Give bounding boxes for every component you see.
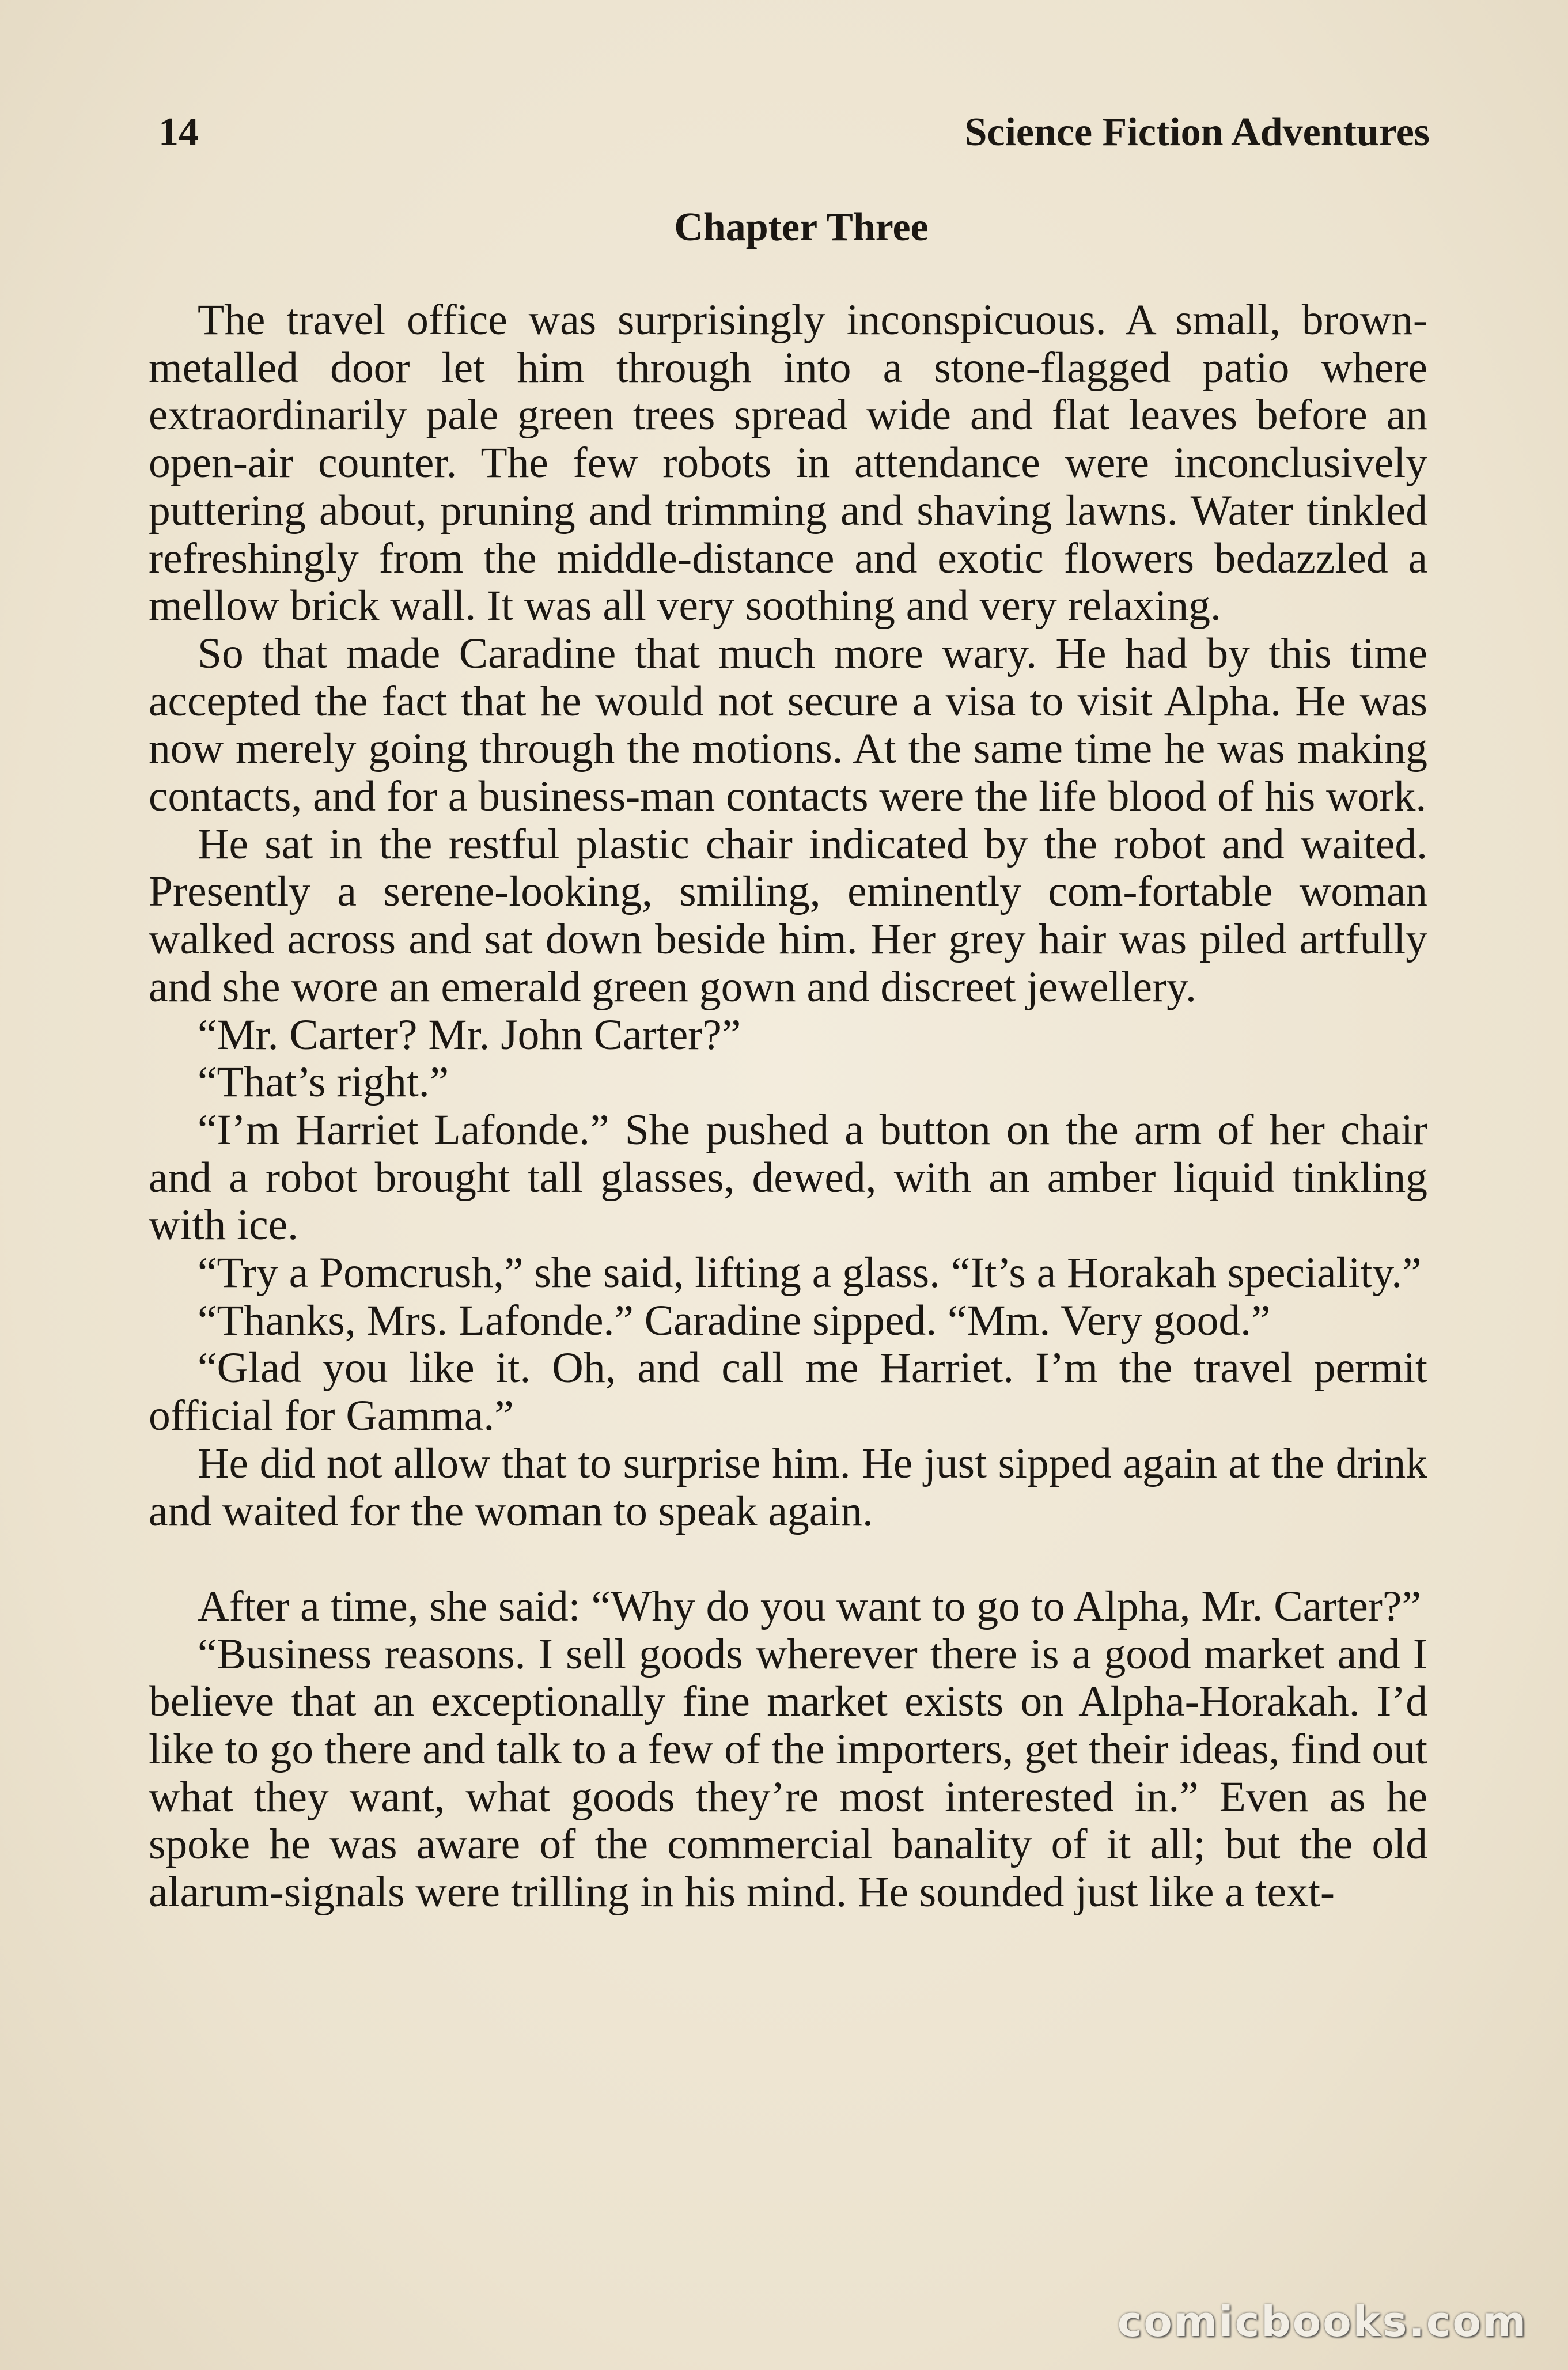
paragraph: He sat in the restful plastic chair indicated by the robot and waited. Presently a serene-looking, smiling, eminently com-fortable woman walked across and sat down beside him. Her grey hair was piled artfully and she wore an emerald green gown and discreet jewellery. xyxy=(149,820,1427,1011)
paragraph: “Glad you like it. Oh, and call me Harriet. I’m the travel permit official for Gamma.” xyxy=(149,1344,1427,1440)
paragraph: The travel office was surprisingly inconspicuous. A small, brown-metalled door let him through into a stone-flagged patio where extraordinarily pale green trees spread wide and flat leaves before an open-air counter. The few robots in attendance were inconclusively puttering about, pruning and trimming and shaving lawns. Water tinkled refreshingly from the middle-distance and exotic flowers bedazzled a mellow brick wall. It was all very soothing and very relaxing. xyxy=(149,296,1427,630)
paragraph: “Try a Pomcrush,” she said, lifting a glass. “It’s a Horakah speciality.” xyxy=(198,1249,1422,1297)
paragraph: “Business reasons. I sell goods wherever there is a good market and I believe that an exceptionally fine market exists on Alpha-Horakah. I’d like to go there and talk to a few of the importers, get their ideas, find out what they want, what goods they’re most interested in.” Even as he spoke he was aware of the commercial banality of it all; but the old alarum-signals were trilling in his mind. He sounded just like a text- xyxy=(149,1630,1427,1917)
paragraph: He did not allow that to surprise him. He just sipped again at the drink and waited for the woman to speak again. xyxy=(149,1439,1427,1535)
paragraph: So that made Caradine that much more wary. He had by this time accepted the fact that he would not secure a visa to visit Alpha. He was now merely going through the motions. At the same time he was making contacts, and for a business-man contacts were the life blood of his work. xyxy=(149,629,1427,821)
paragraph: “Thanks, Mrs. Lafonde.” Caradine sipped. “Mm. Very good.” xyxy=(198,1296,1271,1345)
page-number: 14 xyxy=(158,110,199,154)
paragraph: After a time, she said: “Why do you want to go to Alpha, Mr. Carter?” xyxy=(198,1582,1421,1630)
running-head: Science Fiction Adventures xyxy=(964,110,1430,154)
site-watermark: comicbooks.com xyxy=(1117,2297,1528,2346)
paragraph: “I’m Harriet Lafonde.” She pushed a button on the arm of her chair and a robot brought tall glasses, dewed, with an amber liquid tinkling with ice. xyxy=(149,1106,1427,1250)
paragraph: “Mr. Carter? Mr. John Carter?” xyxy=(198,1010,741,1059)
page-header xyxy=(158,109,1430,161)
paragraph: “That’s right.” xyxy=(198,1058,449,1107)
body-text xyxy=(149,297,1427,1917)
chapter-title: Chapter Three xyxy=(674,205,929,249)
